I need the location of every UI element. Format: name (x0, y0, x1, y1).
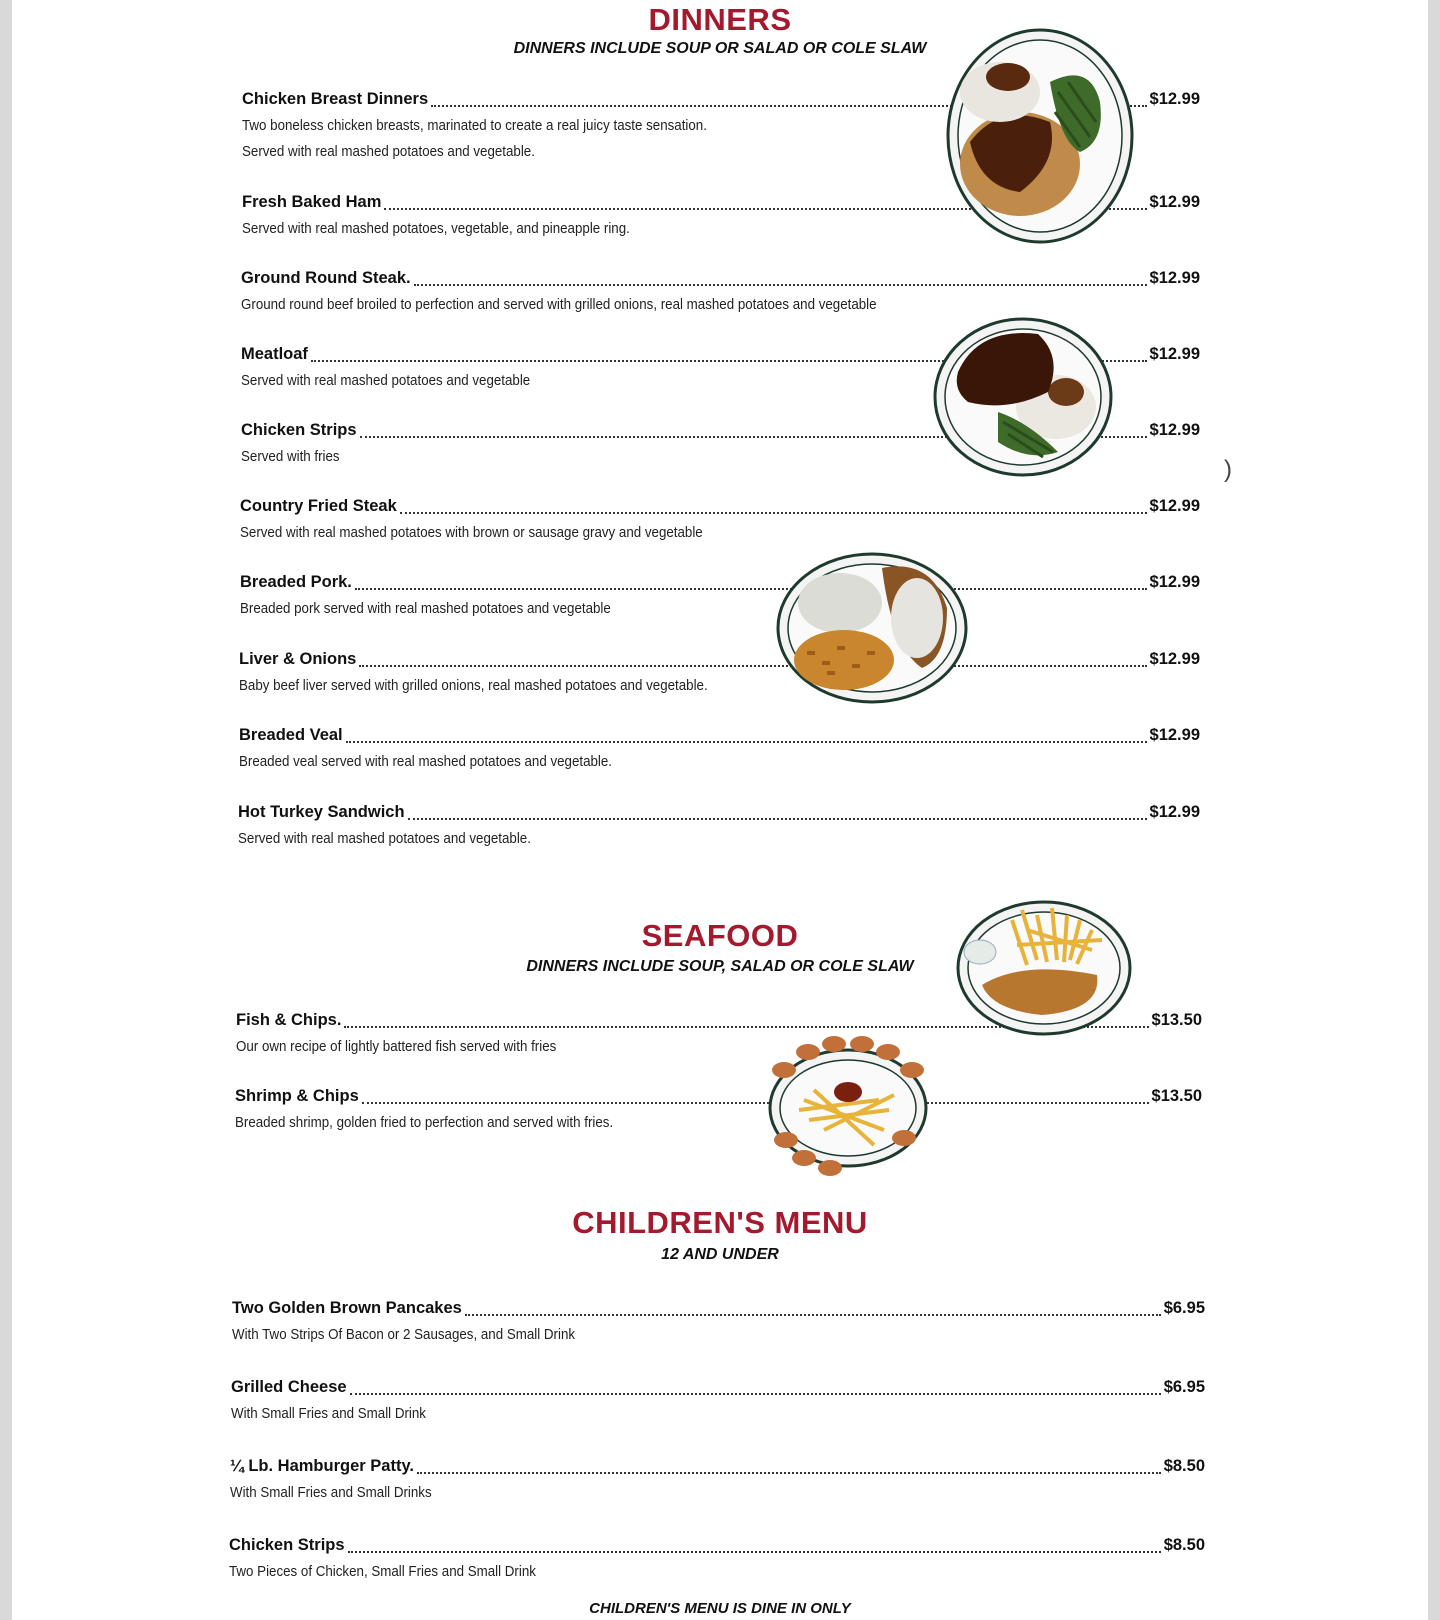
item-description: Breaded pork served with real mashed potatoes and vegetable (240, 601, 611, 617)
item-price: $8.50 (1163, 1536, 1205, 1554)
item-price: $13.50 (1151, 1011, 1202, 1029)
menu-item-chicken-strips (12, 421, 1428, 477)
item-name: Meatloaf (241, 345, 308, 363)
dot-leader (362, 1090, 1149, 1104)
dot-leader (465, 1302, 1161, 1316)
item-name: Hot Turkey Sandwich (238, 803, 405, 821)
item-price: $12.99 (1149, 650, 1200, 668)
item-price: $6.95 (1163, 1299, 1205, 1317)
menu-item-hamburger-patty (12, 1457, 1428, 1513)
menu-item-kids-chicken-strips (12, 1536, 1428, 1592)
item-name: Country Fried Steak (240, 497, 397, 515)
item-description: Two Pieces of Chicken, Small Fries and Small Drink (229, 1564, 536, 1580)
item-description: Served with real mashed potatoes and vegetable. (242, 144, 535, 160)
item-description: Served with fries (241, 449, 340, 465)
item-name: Chicken Breast Dinners (242, 90, 429, 108)
item-name: Two Golden Brown Pancakes (232, 1299, 462, 1317)
item-name: Fresh Baked Ham (242, 193, 382, 211)
dot-leader (350, 1381, 1161, 1395)
item-price: $12.99 (1149, 193, 1200, 211)
item-name: Shrimp & Chips (235, 1087, 359, 1105)
menu-item-fresh-baked-ham (12, 193, 1428, 249)
dot-leader (400, 500, 1147, 514)
menu-item-chicken-breast-dinners (12, 90, 1428, 160)
dot-leader (359, 653, 1146, 667)
item-description: Breaded veal served with real mashed potatoes and vegetable. (239, 754, 613, 770)
item-name: Fish & Chips. (236, 1011, 342, 1029)
fish-chips-plate-image (952, 890, 1137, 1040)
item-name: Chicken Strips (241, 421, 357, 439)
item-name: Grilled Cheese (231, 1378, 347, 1396)
dot-leader (408, 806, 1147, 820)
item-price: $12.99 (1149, 726, 1200, 744)
stray-mark: ) (1224, 456, 1232, 483)
menu-item-hot-turkey-sandwich (12, 803, 1428, 859)
shrimp-chips-plate-image (764, 1030, 934, 1180)
item-name: Liver & Onions (239, 650, 357, 668)
dot-leader (355, 576, 1147, 590)
seafood-heading: SEAFOOD (641, 918, 799, 953)
meatloaf-plate-image (928, 312, 1118, 482)
menu-item-pancakes (12, 1299, 1428, 1355)
item-price: $12.99 (1149, 497, 1200, 515)
item-name: ¼ Lb. Hamburger Patty. (230, 1457, 414, 1475)
item-description: Two boneless chicken breasts, marinated to create a real juicy taste sensation. (242, 118, 707, 134)
childrens-menu-subtitle: 12 AND UNDER (661, 1246, 779, 1263)
item-name: Breaded Veal (239, 726, 343, 744)
item-description: Breaded shrimp, golden fried to perfection and served with fries. (235, 1115, 614, 1131)
childrens-menu-heading: CHILDREN'S MENU (572, 1205, 868, 1240)
item-description: Served with real mashed potatoes and vegetable. (238, 831, 531, 847)
item-description: Served with real mashed potatoes with brown or sausage gravy and vegetable (240, 525, 703, 541)
item-price: $12.99 (1149, 803, 1200, 821)
dot-leader (417, 1460, 1161, 1474)
menu-item-meatloaf (12, 345, 1428, 401)
item-price: $12.99 (1149, 90, 1200, 108)
menu-item-breaded-veal (12, 726, 1428, 782)
item-description: Served with real mashed potatoes and vegetable (241, 373, 531, 389)
seafood-subtitle: DINNERS INCLUDE SOUP, SALAD OR COLE SLAW (526, 958, 914, 975)
item-description: Baby beef liver served with grilled onions, real mashed potatoes and vegetable. (239, 678, 708, 694)
item-price: $6.95 (1163, 1378, 1205, 1396)
menu-item-ground-round-steak (12, 269, 1428, 325)
dinners-heading: DINNERS (648, 2, 792, 37)
item-description: With Small Fries and Small Drinks (230, 1485, 432, 1501)
item-price: $12.99 (1149, 421, 1200, 439)
item-description: Ground round beef broiled to perfection and served with grilled onions, real mashed potatoes and vegetable (241, 297, 877, 313)
item-price: $12.99 (1149, 573, 1200, 591)
item-price: $13.50 (1151, 1087, 1202, 1105)
item-price: $8.50 (1163, 1457, 1205, 1475)
menu-item-shrimp-chips (12, 1087, 1428, 1143)
dinners-subtitle: DINNERS INCLUDE SOUP OR SALAD OR COLE SLAW (513, 40, 927, 57)
dot-leader (348, 1539, 1161, 1553)
menu-item-grilled-cheese (12, 1378, 1428, 1434)
menu-item-fish-chips (12, 1011, 1428, 1067)
item-description: Our own recipe of lightly battered fish served with fries (236, 1039, 557, 1055)
item-name: Chicken Strips (229, 1536, 345, 1554)
item-name: Ground Round Steak. (241, 269, 411, 287)
item-price: $12.99 (1149, 345, 1200, 363)
dot-leader (414, 272, 1147, 286)
menu-item-liver-onions (12, 650, 1428, 706)
item-description: Served with real mashed potatoes, vegetable, and pineapple ring. (242, 221, 630, 237)
menu-item-country-fried-steak (12, 497, 1428, 553)
menu-item-breaded-pork (12, 573, 1428, 629)
item-description: With Small Fries and Small Drink (231, 1406, 426, 1422)
breaded-pork-plate-image (772, 548, 972, 708)
dot-leader (346, 729, 1147, 743)
menu-page (12, 0, 1428, 1620)
dine-in-only-note: CHILDREN'S MENU IS DINE IN ONLY (589, 1600, 851, 1617)
item-name: Breaded Pork. (240, 573, 352, 591)
chicken-dinner-plate-image (940, 22, 1140, 252)
item-price: $12.99 (1149, 269, 1200, 287)
item-description: With Two Strips Of Bacon or 2 Sausages, and Small Drink (232, 1327, 576, 1343)
